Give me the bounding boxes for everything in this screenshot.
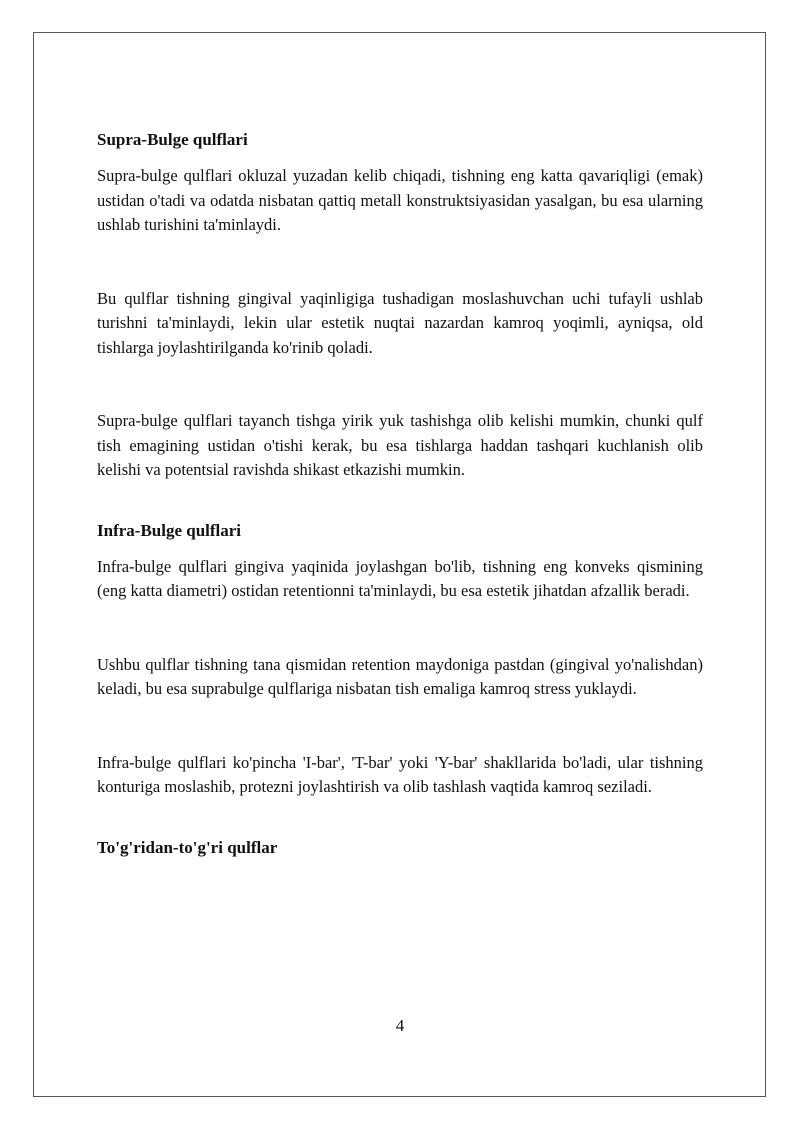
paragraph-supra-3: Supra-bulge qulflari tayanch tishga yirik yuk tashishga olib kelishi mumkin, chunki qulf tish emagining ustidan o'tishi kerak, bu esa tishlarga haddan tashqari kuchlanish olib kelishi va potentsial ravishda shikast etkazishi mumkin.: [97, 411, 703, 479]
document-body: [97, 128, 703, 872]
paragraph-infra-1: Infra-bulge qulflari gingiva yaqinida joylashgan bo'lib, tishning eng konveks qismining (eng katta diametri) ostidan retentionni ta'minlaydi, bu esa estetik jihatdan afzallik beradi.: [97, 556, 703, 600]
section-heading-direct: To'g'ridan-to'g'ri qulflar: [97, 837, 278, 857]
section-heading-infra-bulge: Infra-Bulge qulflari: [97, 520, 242, 540]
paragraph-infra-3: Infra-bulge qulflari ko'pincha 'I-bar', 'T-bar' yoki 'Y-bar' shakllarida bo'ladi, ular tishning konturiga moslashib, protezni joylashtirish va olib tashlash vaqtida kamroq seziladi.: [97, 752, 703, 796]
paragraph-supra-1: Supra-bulge qulflari okluzal yuzadan kelib chiqadi, tishning eng katta qavariqligi (emak) ustidan o'tadi va odatda nisbatan qattiq metall konstruktsiyasidan yasalgan, bu esa ularning ushlab turishini ta'minlaydi.: [97, 166, 703, 234]
paragraph-supra-2: Bu qulflar tishning gingival yaqinligiga tushadigan moslashuvchan uchi tufayli ushlab turishni ta'minlaydi, lekin ular estetik nuqtai nazardan kamroq yoqimli, ayniqsa, old tishlarga joylashtirilganda ko'rinib qoladi.: [97, 288, 703, 357]
page-number: 4: [395, 1016, 405, 1035]
paragraph-infra-2: Ushbu qulflar tishning tana qismidan retention maydoniga pastdan (gingival yo'nalishdan) keladi, bu esa suprabulge qulflariga nisbatan tish emaliga kamroq stress yuklaydi.: [97, 654, 703, 698]
section-heading-supra-bulge: Supra-Bulge qulflari: [97, 130, 248, 149]
